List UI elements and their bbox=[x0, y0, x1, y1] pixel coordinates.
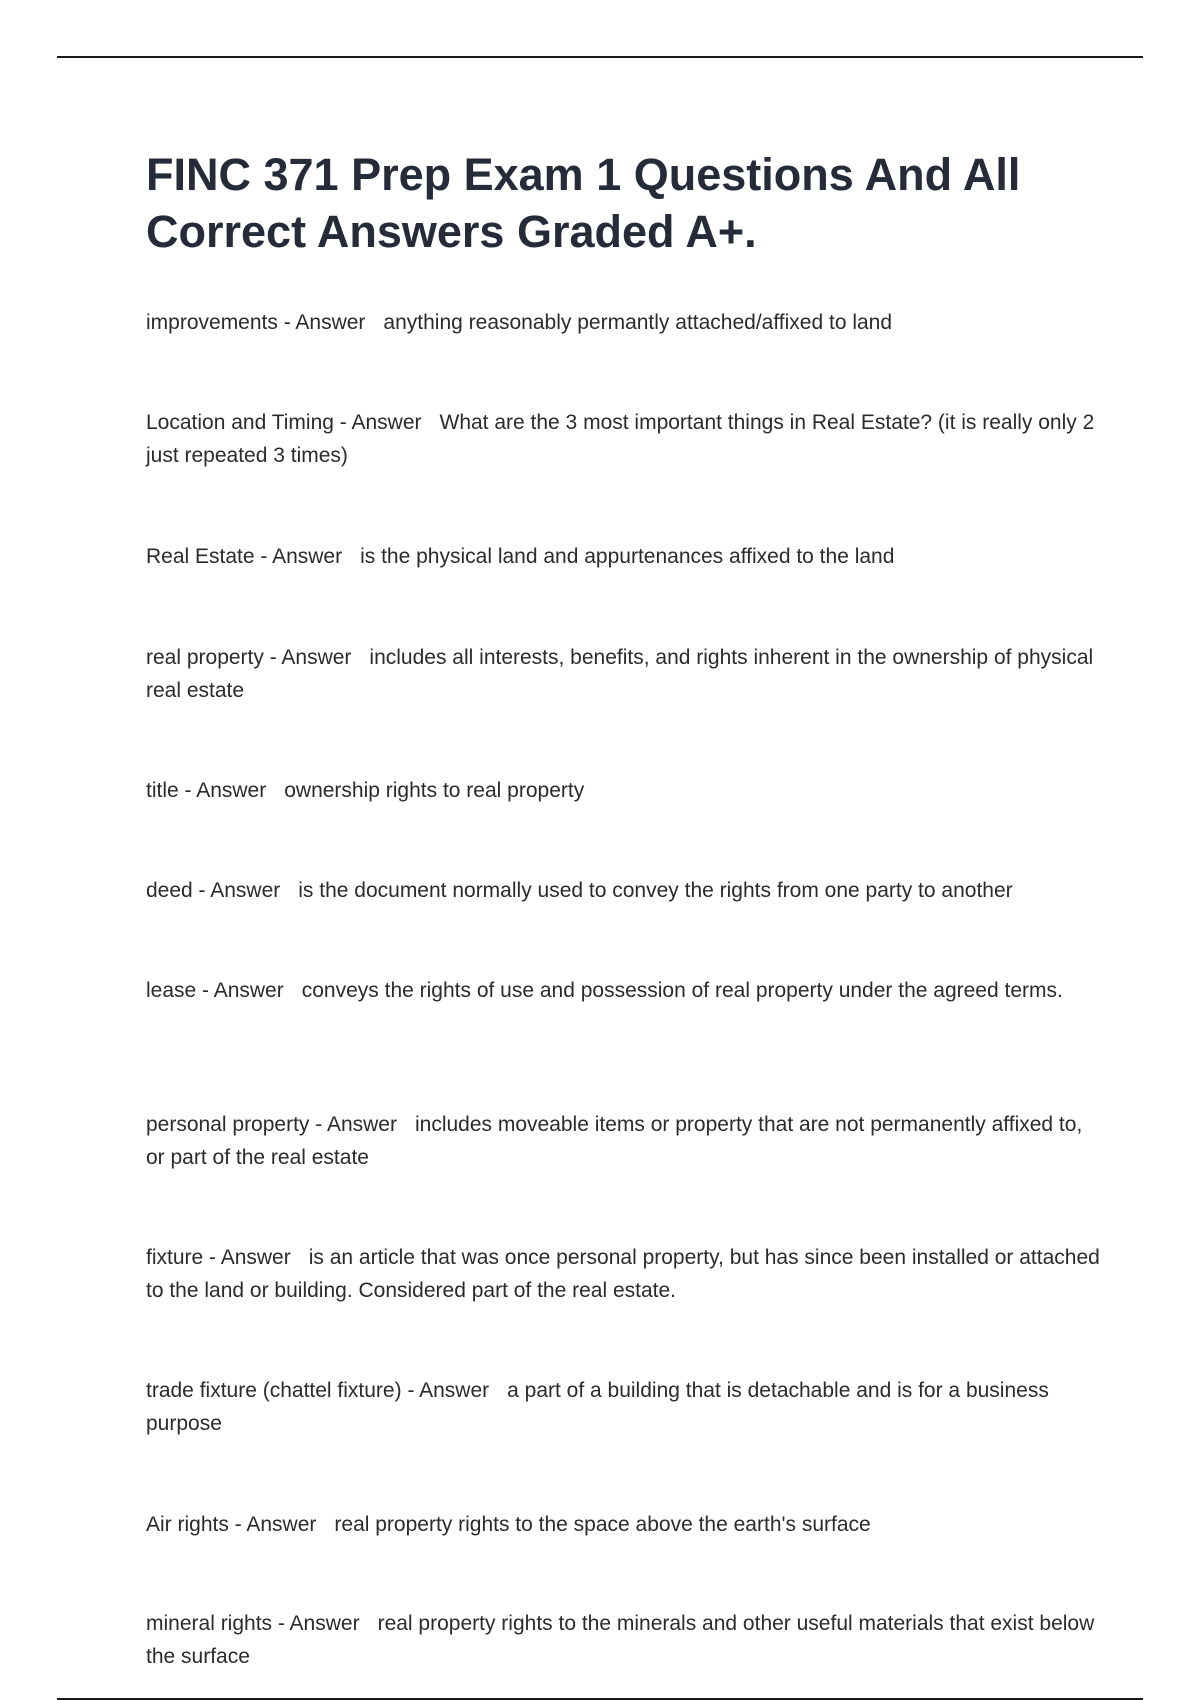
list-item bbox=[146, 774, 1106, 807]
entry-definition: is the physical land and appurtenances affixed to the land bbox=[360, 545, 895, 568]
entry-definition: real property rights to the minerals and other useful materials that exist below the surface bbox=[146, 1612, 1095, 1668]
list-item bbox=[146, 1108, 1106, 1174]
answer-separator: - Answer bbox=[277, 311, 366, 334]
answer-separator: - Answer bbox=[192, 879, 281, 902]
answer-separator: - Answer bbox=[333, 411, 422, 434]
list-item bbox=[146, 1374, 1106, 1440]
list-item bbox=[146, 1508, 1106, 1541]
list-item bbox=[146, 874, 1106, 907]
answer-separator: - Answer bbox=[309, 1113, 397, 1136]
entry-term: fixture bbox=[146, 1246, 204, 1269]
answer-separator: - Answer bbox=[254, 545, 343, 568]
answer-separator: - Answer bbox=[203, 1246, 291, 1269]
document-title: FINC 371 Prep Exam 1 Questions And All Correct Answers Graded A+. bbox=[146, 149, 1021, 257]
list-item bbox=[146, 306, 1106, 339]
entry-definition: includes all interests, benefits, and rights inherent in the ownership of physical real estate bbox=[146, 646, 1094, 702]
list-item bbox=[146, 1607, 1106, 1673]
entry-term: Real Estate bbox=[146, 545, 255, 568]
list-item bbox=[146, 540, 1106, 573]
entry-term: title bbox=[146, 779, 179, 802]
answer-separator: - Answer bbox=[228, 1513, 317, 1536]
entry-term: lease bbox=[146, 979, 197, 1002]
list-item bbox=[146, 641, 1106, 707]
entry-definition: is the document normally used to convey the rights from one party to another bbox=[298, 879, 1013, 902]
entry-definition: real property rights to the space above the earth's surface bbox=[334, 1513, 871, 1536]
list-item bbox=[146, 1241, 1106, 1307]
entry-term: real property bbox=[146, 646, 264, 669]
top-rule bbox=[57, 56, 1143, 58]
answer-separator: - Answer bbox=[401, 1379, 490, 1402]
entry-definition: ownership rights to real property bbox=[284, 779, 585, 802]
entry-definition: is an article that was once personal property, but has since been installed or attached to the land or building. Considered part of the real estate. bbox=[146, 1246, 1100, 1302]
entry-term: Location and Timing bbox=[146, 411, 334, 434]
entry-definition: anything reasonably permantly attached/affixed to land bbox=[383, 311, 893, 334]
entry-term: personal property bbox=[146, 1113, 310, 1136]
entry-term: trade fixture (chattel fixture) bbox=[146, 1379, 402, 1402]
entry-term: improvements bbox=[146, 311, 278, 334]
entry-definition: What are the 3 most important things in Real Estate? (it is really only 2 just repeated 3 times) bbox=[146, 411, 1095, 467]
answer-separator: - Answer bbox=[196, 979, 284, 1002]
list-item bbox=[146, 406, 1106, 472]
entry-definition: includes moveable items or property that are not permanently affixed to, or part of the real estate bbox=[146, 1113, 1083, 1169]
entry-term: deed bbox=[146, 879, 193, 902]
entry-definition: a part of a building that is detachable and is for a business purpose bbox=[146, 1379, 1049, 1435]
answer-separator: - Answer bbox=[272, 1612, 360, 1635]
list-item bbox=[146, 974, 1106, 1007]
answer-separator: - Answer bbox=[263, 646, 352, 669]
entry-term: mineral rights bbox=[146, 1612, 273, 1635]
answer-separator: - Answer bbox=[178, 779, 267, 802]
entry-definition: conveys the rights of use and possession of real property under the agreed terms. bbox=[301, 979, 1063, 1002]
entry-term: Air rights bbox=[146, 1513, 229, 1536]
